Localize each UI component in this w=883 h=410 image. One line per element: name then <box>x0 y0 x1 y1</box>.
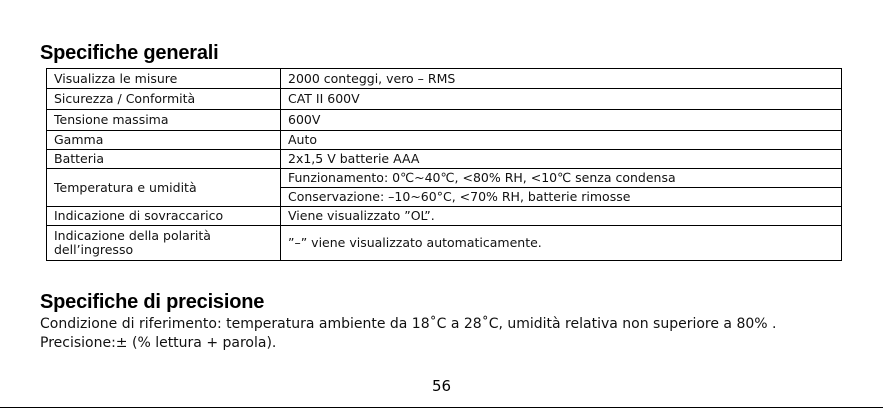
spec-value: CAT II 600V <box>281 89 842 110</box>
reference-condition-text: Condizione di riferimento: temperatura ambiente da 18˚C a 28˚C, umidità relativa non superiore a 80% . <box>40 316 777 332</box>
precision-formula-text: Precisione:± (% lettura + parola). <box>40 335 277 351</box>
spec-value: Conservazione: –10~60°C, <70% RH, batterie rimosse <box>281 188 842 207</box>
table-row <box>47 169 842 188</box>
table-row <box>47 150 842 169</box>
general-specs-table <box>46 68 842 261</box>
spec-value: Auto <box>281 131 842 150</box>
spec-label: Sicurezza / Conformità <box>47 89 281 110</box>
spec-value: Viene visualizzato ”OL”. <box>281 207 842 226</box>
spec-value: 600V <box>281 110 842 131</box>
spec-value: Funzionamento: 0℃~40℃, <80% RH, <10℃ senza condensa <box>281 169 842 188</box>
spec-value: 2x1,5 V batterie AAA <box>281 150 842 169</box>
spec-value: 2000 conteggi, vero – RMS <box>281 69 842 89</box>
table-row <box>47 69 842 89</box>
section-title-general: Specifiche generali <box>40 42 219 64</box>
spec-label: Indicazione di sovraccarico <box>47 207 281 226</box>
table-row <box>47 89 842 110</box>
spec-label: Visualizza le misure <box>47 69 281 89</box>
spec-value: ”–” viene visualizzato automaticamente. <box>281 226 842 261</box>
spec-label: Gamma <box>47 131 281 150</box>
spec-label: Indicazione della polarità dell’ingresso <box>47 226 281 261</box>
table-row <box>47 207 842 226</box>
table-row <box>47 110 842 131</box>
footer-divider <box>0 407 883 408</box>
page-number: 56 <box>431 377 452 395</box>
section-title-precision: Specifiche di precisione <box>40 291 265 313</box>
spec-label: Temperatura e umidità <box>47 169 281 207</box>
spec-label: Tensione massima <box>47 110 281 131</box>
spec-label: Batteria <box>47 150 281 169</box>
table-row <box>47 131 842 150</box>
table-row <box>47 226 842 261</box>
